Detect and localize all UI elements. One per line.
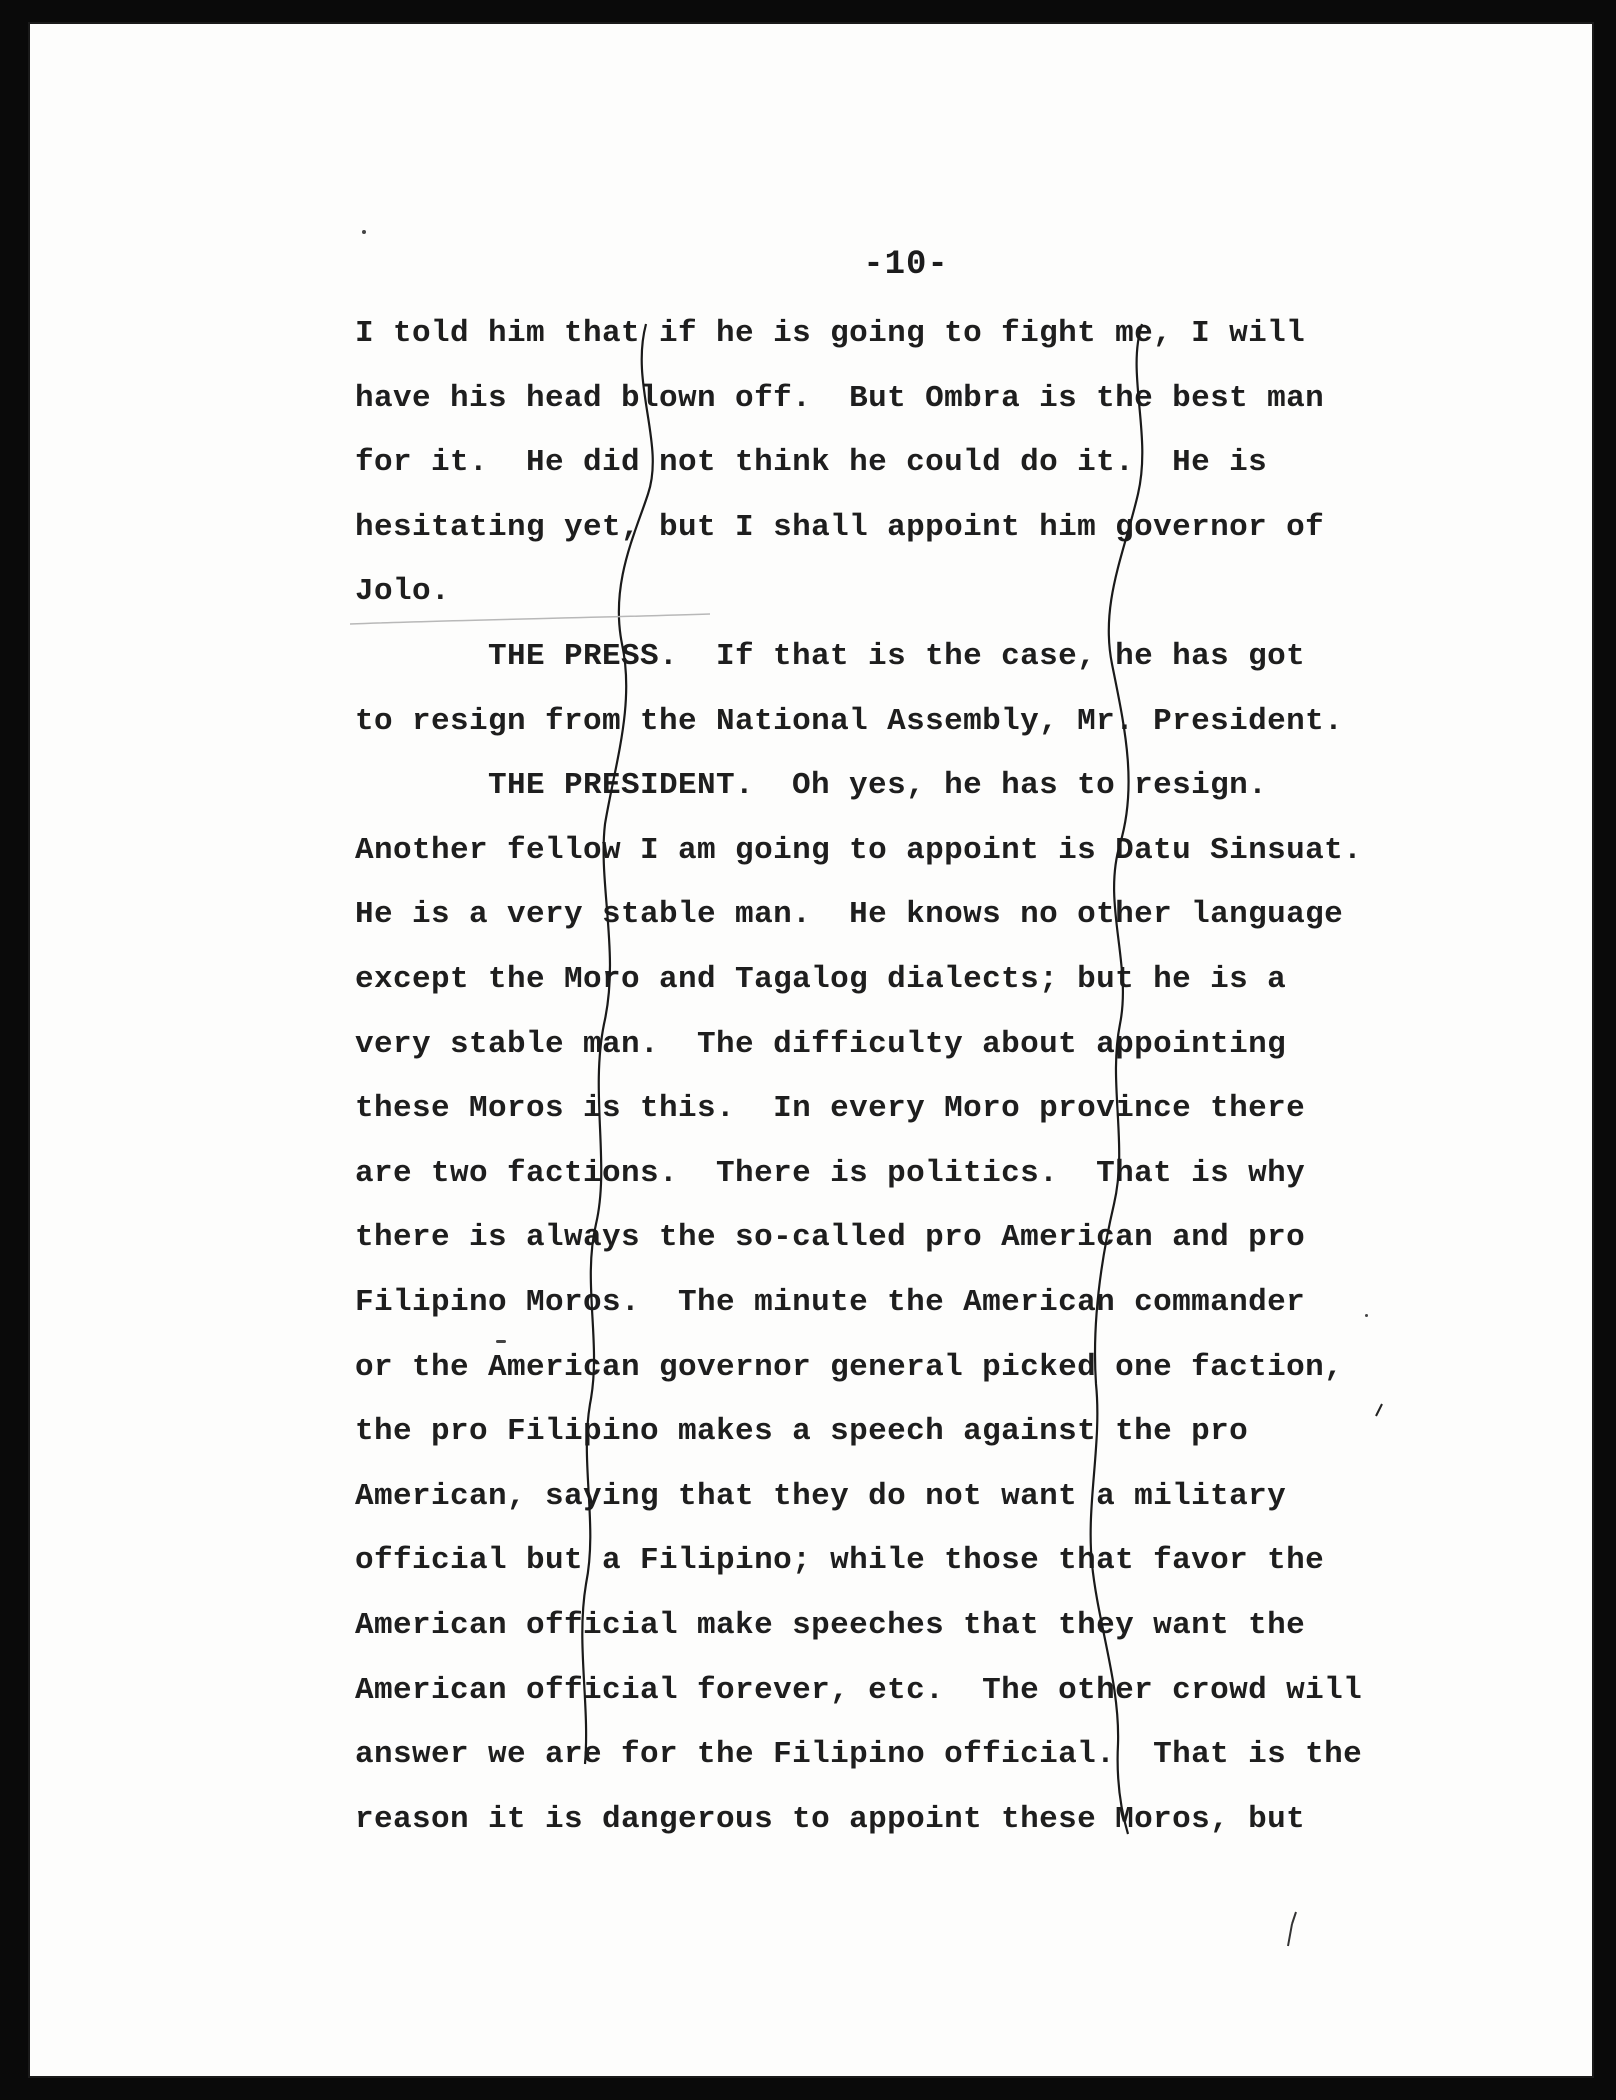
text-line: Another fellow I am going to appoint is Datu Sinsuat. (355, 832, 1363, 868)
text-line: Filipino Moros. The minute the American commander (355, 1285, 1306, 1320)
text-line: American, saying that they do not want a military (355, 1478, 1287, 1514)
page-number: -10- (863, 246, 949, 284)
text-line: the pro Filipino makes a speech against the pro (355, 1414, 1249, 1450)
speck (1365, 1314, 1368, 1317)
text-line: reason it is dangerous to appoint these Moros, but (355, 1801, 1306, 1837)
text-line: except the Moro and Tagalog dialects; but he is a (355, 962, 1287, 997)
text-line: THE PRESS. If that is the case, he has got (488, 639, 1306, 674)
smudge-mark (350, 614, 710, 624)
text-line: Jolo. (355, 574, 451, 610)
text-line: He is a very stable man. He knows no other language (355, 897, 1344, 933)
text-line: hesitating yet, but I shall appoint him governor of (355, 509, 1325, 545)
text-line: there is always the so-called pro American and pro (355, 1220, 1306, 1256)
text-line: have his head blown off. But Ombra is the best man (355, 380, 1325, 416)
text-line: answer we are for the Filipino official. That is the (355, 1737, 1363, 1773)
text-line: I told him that if he is going to fight me, I will (355, 316, 1306, 351)
speck (362, 230, 366, 234)
tick-mark (1288, 1912, 1296, 1946)
text-line: THE PRESIDENT. Oh yes, he has to resign. (488, 768, 1268, 804)
text-line: to resign from the National Assembly, Mr. President. (355, 703, 1344, 739)
text-line: very stable man. The difficulty about appointing (355, 1026, 1287, 1062)
speck (496, 1340, 506, 1343)
text-line: American official forever, etc. The other crowd will (355, 1672, 1363, 1708)
text-line: American official make speeches that they want the (355, 1608, 1306, 1643)
text-line: are two factions. There is politics. That is why (355, 1155, 1306, 1191)
text-line: official but a Filipino; while those that favor the (355, 1543, 1325, 1579)
text-line: for it. He did not think he could do it. He is (355, 445, 1268, 481)
text-line: or the American governor general picked one faction, (355, 1349, 1344, 1385)
stray-mark (1376, 1404, 1382, 1416)
text-line: these Moros is this. In every Moro province there (355, 1091, 1306, 1127)
document-page (30, 24, 1592, 2076)
